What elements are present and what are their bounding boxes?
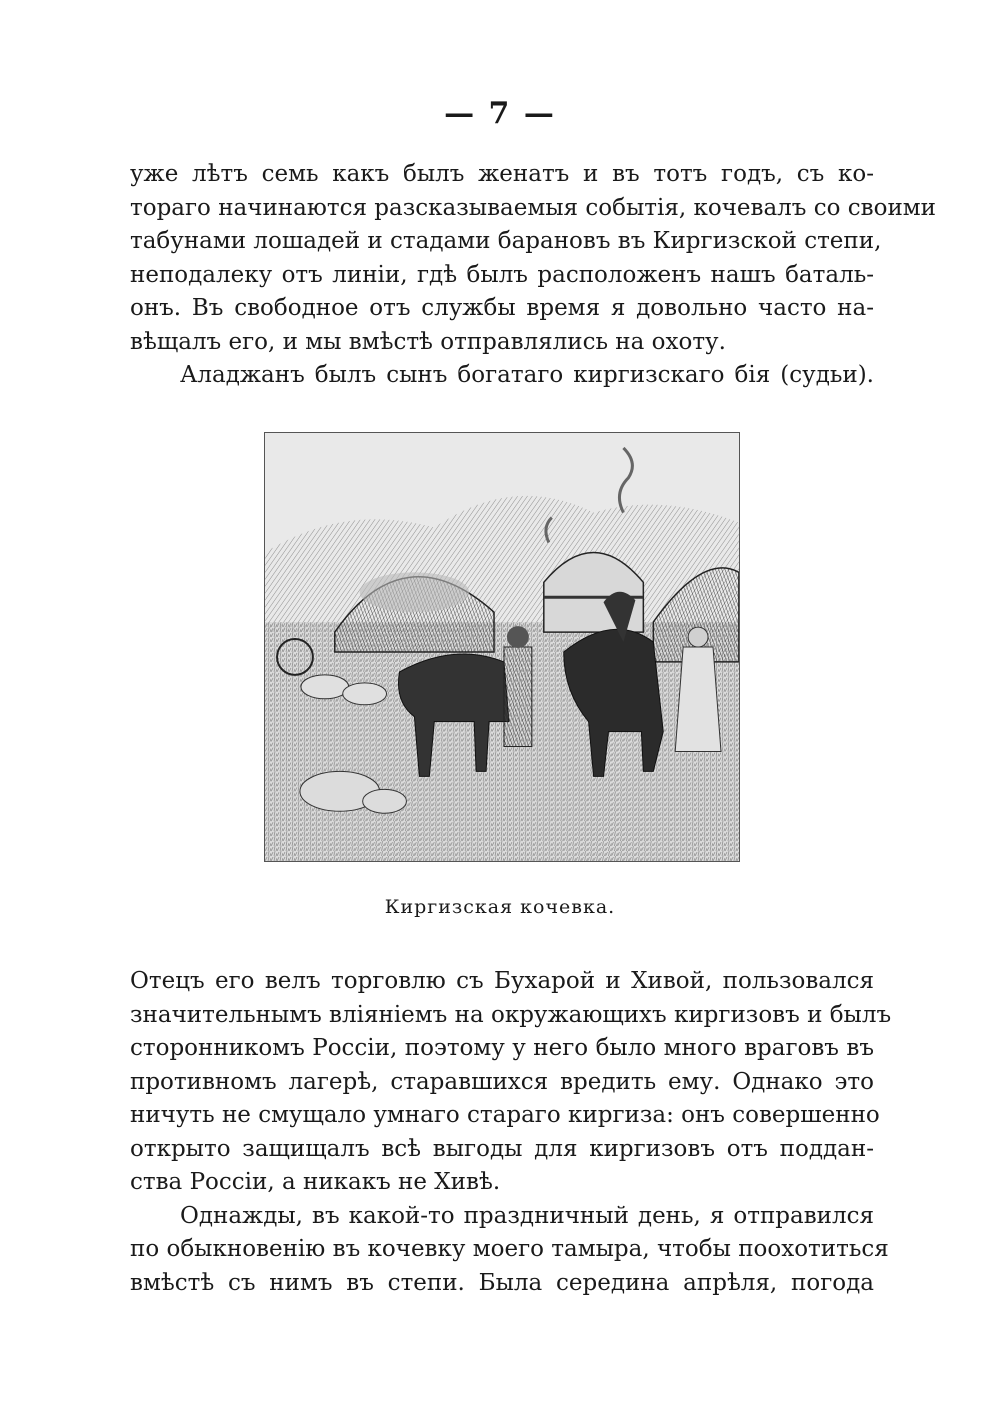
text-line: вмѣстѣ съ нимъ въ степи. Была середина апрѣля, погода xyxy=(130,1269,874,1296)
text-line: Отецъ его велъ торговлю съ Бухарой и Хивой, пользовался xyxy=(130,968,874,994)
text-line: сторонникомъ Россіи, поэтому у него было много враговъ въ xyxy=(130,1035,874,1061)
text-line: противномъ лагерѣ, старавшихся вредить ему. Однако это xyxy=(130,1068,874,1095)
illustration-drawing xyxy=(265,433,739,861)
text-line: по обыкновенію въ кочевку моего тамыра, чтобы поохотиться xyxy=(130,1236,889,1262)
text-line: Однажды, въ какой-то праздничный день, я отправился xyxy=(180,1202,874,1229)
text-line: ства Россіи, а никакъ не Хивѣ. xyxy=(130,1169,501,1195)
text-line: онъ. Въ свободное отъ службы время я довольно часто на- xyxy=(130,295,874,321)
illustration-nomad-camp xyxy=(264,432,740,862)
text-line: ничуть не смущало умнаго стараго киргиза: онъ совершенно xyxy=(130,1102,880,1128)
page-number: — 7 — xyxy=(444,96,556,131)
text-line: тораго начинаются разсказываемыя событія, кочевалъ со своими xyxy=(130,194,936,221)
text-line: уже лѣтъ семь какъ былъ женатъ и въ тотъ годъ, съ ко- xyxy=(130,161,874,187)
text-line: значительнымъ вліяніемъ на окружающихъ киргизовъ и былъ xyxy=(130,1001,892,1028)
paragraph-top xyxy=(130,158,936,393)
text-line: вѣщалъ его, и мы вмѣстѣ отправлялись на охоту. xyxy=(130,328,726,355)
text-line: открыто защищалъ всѣ выгоды для киргизовъ отъ поддан- xyxy=(130,1135,874,1162)
text-line: табунами лошадей и стадами барановъ въ Киргизской степи, xyxy=(130,228,882,254)
text-line: Аладжанъ былъ сынъ богатаго киргизскаго бія (судьи). xyxy=(180,362,874,388)
figure-caption: Киргизская кочевка. xyxy=(384,896,616,918)
text-line: неподалеку отъ линіи, гдѣ былъ расположенъ нашъ баталь- xyxy=(130,261,874,288)
paragraph-bottom xyxy=(130,965,892,1300)
